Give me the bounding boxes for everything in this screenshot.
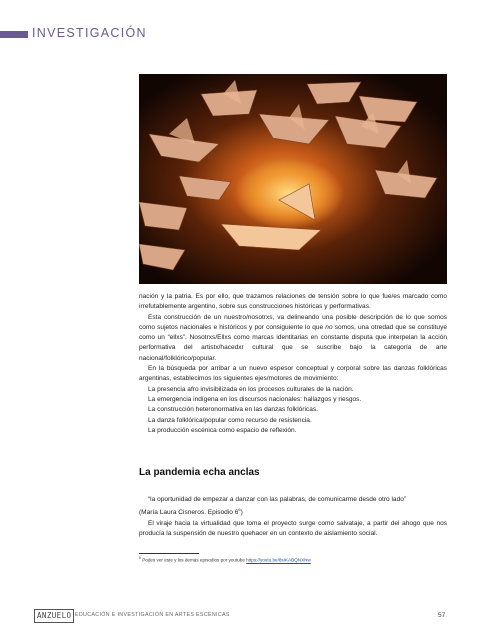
page-number: 57	[438, 612, 446, 619]
footnote: $^6$ Podes ver este y los demás episodios por youtube https://youtu.be/8sIKABQNXNw	[139, 556, 311, 563]
list-item: La presencia afro invisibilizada en los procesos culturales de la nación.	[148, 385, 354, 393]
footer-text: EDUCACIÓN E INVESTIGACIÓN EN ARTES ESCÉNICAS	[75, 612, 230, 618]
paragraph-4: El viraje hacia la virtualidad que toma el proyecto surge como salvataje, a partir del ahogo que nos producía la suspensión de nuestro quehacer en un contexto de aislamiento social.	[139, 519, 447, 538]
body-text-block-2	[139, 495, 447, 539]
footnote-link[interactable]: https://youtu.be/8sIKABQNXNw	[246, 557, 311, 563]
quote-attribution: (María Laura Cisneros. Episodio $6^6$)	[139, 507, 243, 517]
section-color-bar	[0, 31, 28, 38]
list-item: La emergencia indígena en los discursos nacionales: hallazgos y riesgos.	[148, 395, 362, 403]
list-item: La danza folklórica/popular como recurso de resistencia.	[148, 416, 312, 424]
section-heading: La pandemia echa anclas	[139, 467, 260, 478]
paragraph-1: nación y la patria. Es por ello, que trazamos relaciones de tensión sobre lo que fue/es marcado como irrefutablemente argentino, sobre sus construcciones históricas y performativas.	[139, 293, 447, 311]
body-text-block	[139, 292, 447, 436]
anzuelo-logo: ANZUELO	[34, 609, 74, 623]
paragraph-2: Esta construcción de un nuestro/nosotrxs, va delineando una posible descripción de lo que somos como sujetos nacionales e históricos y por consiguiente lo que no somos, una otredad que se constituye como un “ellxs”. Nosotrxs/Ellxs como marcas identitarias en constante disputa que interpelan la acción performativa del artistx/hacedxr cultural que se suscribe bajo la categoría de arte nacional/folklórico/popular.	[139, 313, 447, 362]
quote-text: “la oportunidad de empezar a danzar con las palabras, de comunicarme desde otro lado”	[148, 496, 407, 503]
footnote-rule	[139, 553, 199, 554]
paragraph-3: En la búsqueda por arribar a un nuevo espesor conceptual y corporal sobre las danzas folklóricas argentinas, establecimos los siguientes ejes/motores de movimiento:	[139, 365, 447, 383]
list-item: La construcción heteronormativa en las danzas folklóricas.	[148, 406, 318, 414]
list-item: La producción escénica como espacio de reflexión.	[148, 426, 297, 434]
section-title: INVESTIGACIÓN	[32, 26, 147, 40]
paper-boats-photo	[139, 74, 447, 284]
